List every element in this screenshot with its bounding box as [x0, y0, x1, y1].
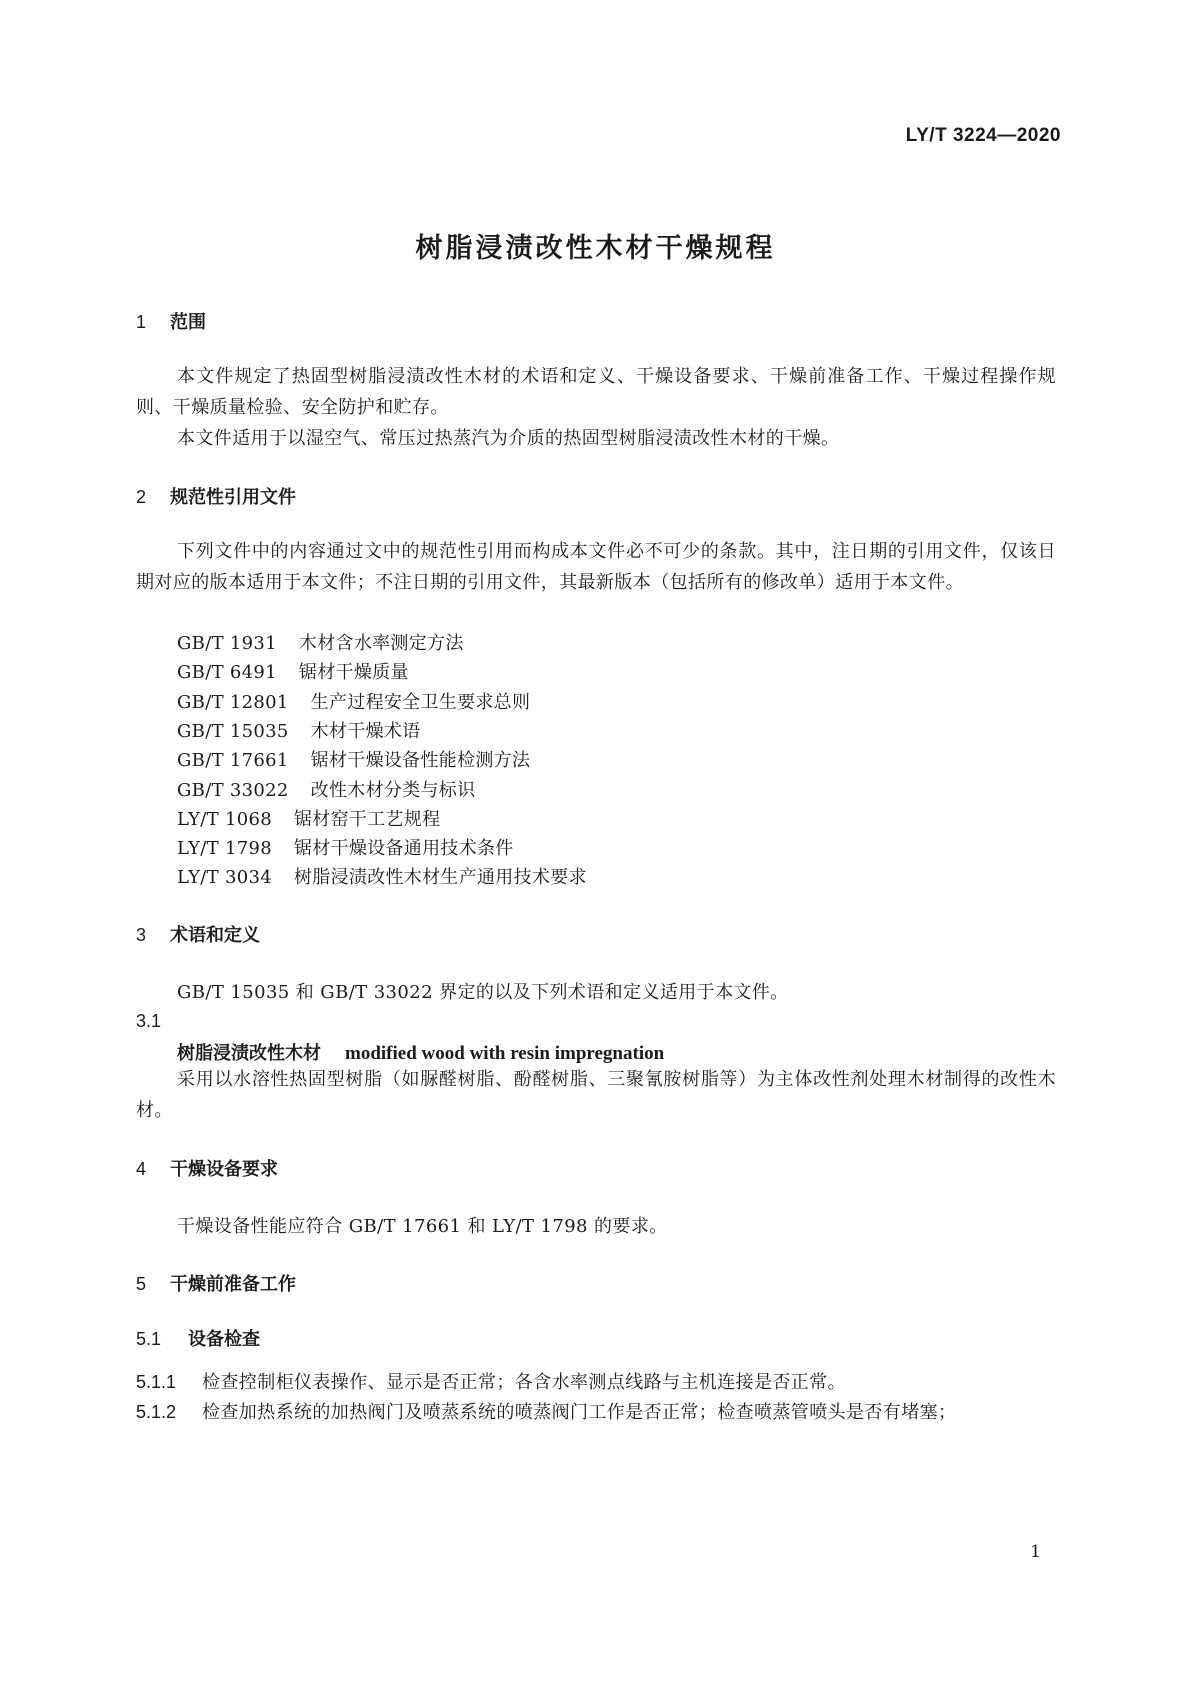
reference-code: GB/T 33022 [177, 780, 289, 801]
reference-code: GB/T 1931 [177, 633, 277, 654]
term-definition: 采用以水溶性热固型树脂（如脲醛树脂、酚醛树脂、三聚氰胺树脂等）为主体改性剂处理木材制得的改性木材。 [136, 1069, 1056, 1121]
reference-title: 木材含水率测定方法 [298, 633, 464, 654]
section-number: 3 [136, 925, 147, 945]
reference-code: LY/T 1798 [177, 838, 272, 859]
reference-code: LY/T 1068 [177, 809, 272, 830]
section-4-heading [136, 1155, 278, 1181]
term-chinese: 树脂浸渍改性木材 [177, 1043, 321, 1064]
term-english: modified wood with resin impregnation [345, 1043, 665, 1064]
section-number: 2 [136, 487, 147, 507]
section-5-heading [136, 1270, 296, 1296]
check-item [136, 1398, 956, 1424]
reference-item [177, 688, 530, 714]
section-title: 干燥设备要求 [170, 1159, 278, 1180]
references-intro: 下列文件中的内容通过文中的规范性引用而构成本文件必不可少的条款。其中，注日期的引用文件，仅该日期对应的版本适用于本文件；不注日期的引用文件，其最新版本（包括所有的修改单）适用于本文件。 [136, 541, 1056, 593]
page-number: 1 [1030, 1542, 1041, 1562]
item-number: 5.1.2 [136, 1402, 177, 1422]
section-number: 5 [136, 1274, 147, 1294]
reference-title: 锯材干燥质量 [298, 662, 409, 683]
item-text: 检查加热系统的加热阀门及喷蒸系统的喷蒸阀门工作是否正常；检查喷蒸管喷头是否有堵塞； [202, 1402, 957, 1423]
subsection-number: 5.1 [136, 1329, 162, 1349]
reference-item [177, 834, 514, 860]
item-text: 检查控制柜仪表操作、显示是否正常；各含水率测点线路与主机连接是否正常。 [202, 1372, 846, 1393]
reference-code: LY/T 3034 [177, 867, 272, 888]
section-title: 术语和定义 [170, 925, 260, 946]
reference-item [177, 629, 464, 655]
section-3-heading [136, 921, 260, 947]
section-title: 规范性引用文件 [170, 487, 296, 508]
term-number: 3.1 [136, 1011, 162, 1031]
reference-code: GB/T 17661 [177, 750, 289, 771]
terms-intro: GB/T 15035 和 GB/T 33022 界定的以及下列术语和定义适用于本文件。 [177, 982, 789, 1003]
section-title: 干燥前准备工作 [170, 1274, 296, 1295]
reference-title: 生产过程安全卫生要求总则 [310, 692, 531, 713]
reference-code: GB/T 15035 [177, 721, 289, 742]
reference-item [177, 863, 587, 889]
subsection-5-1-heading [136, 1325, 260, 1351]
reference-title: 锯材窑干工艺规程 [294, 809, 441, 830]
reference-title: 树脂浸渍改性木材生产通用技术要求 [294, 867, 587, 888]
reference-item [177, 658, 409, 684]
reference-title: 木材干燥术语 [310, 721, 421, 742]
subsection-title: 设备检查 [188, 1329, 260, 1350]
reference-item [177, 717, 420, 743]
reference-item [177, 805, 440, 831]
section-number: 4 [136, 1159, 147, 1179]
document-title: 树脂浸渍改性木材干燥规程 [415, 233, 776, 264]
section-1-heading [136, 308, 206, 334]
reference-item [177, 746, 530, 772]
equipment-requirement: 干燥设备性能应符合 GB/T 17661 和 LY/T 1798 的要求。 [177, 1216, 668, 1237]
reference-title: 改性木材分类与标识 [310, 780, 476, 801]
reference-title: 锯材干燥设备性能检测方法 [310, 750, 531, 771]
reference-title: 锯材干燥设备通用技术条件 [294, 838, 514, 859]
reference-code: GB/T 12801 [177, 692, 289, 713]
standard-code: LY/T 3224—2020 [905, 125, 1061, 146]
section-number: 1 [136, 312, 147, 332]
section-title: 范围 [170, 312, 206, 333]
item-number: 5.1.1 [136, 1372, 177, 1392]
term-heading [177, 1039, 664, 1065]
reference-item [177, 776, 475, 802]
section-2-heading [136, 483, 296, 509]
scope-paragraph-2: 本文件适用于以湿空气、常压过热蒸汽为介质的热固型树脂浸渍改性木材的干燥。 [177, 428, 840, 449]
reference-code: GB/T 6491 [177, 662, 277, 683]
scope-paragraph-1: 本文件规定了热固型树脂浸渍改性木材的术语和定义、干燥设备要求、干燥前准备工作、干燥过程操作规则、干燥质量检验、安全防护和贮存。 [136, 366, 1056, 418]
check-item [136, 1368, 846, 1394]
